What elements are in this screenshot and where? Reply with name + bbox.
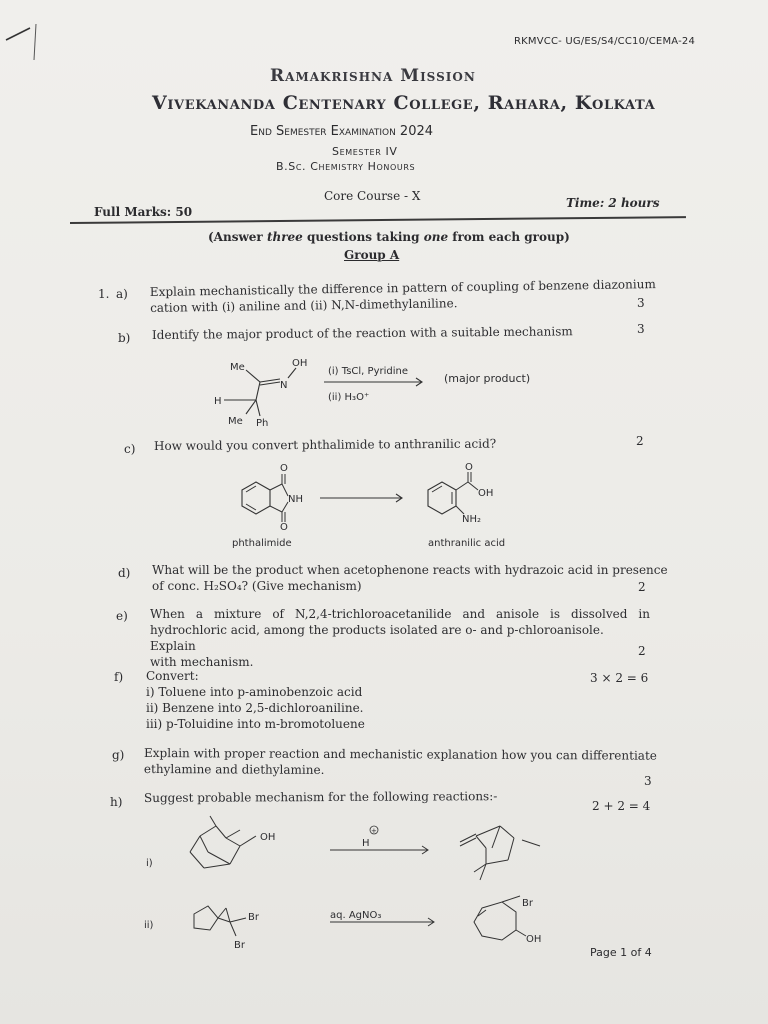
- pen-mark-icon: [0, 10, 60, 70]
- part-h-marks: 2 + 2 = 4: [592, 799, 651, 813]
- part-f-text: Convert: i) Toluene into p-aminobenzoic acid ii) Benzene into 2,5-dichloroaniline. iii) p-Toluidine into m-bromotoluene: [146, 669, 365, 731]
- h-label: H: [214, 396, 222, 407]
- part-a-marks: 3: [637, 296, 645, 310]
- oh-label: OH: [292, 358, 308, 369]
- part-h-text: Suggest probable mechanism for the following reactions:-: [143, 789, 498, 805]
- full-marks: Full Marks: 50: [94, 205, 193, 219]
- br-label: Br: [522, 898, 533, 909]
- part-g-text: Explain with proper reaction and mechanistic explanation how you can differentiate ethylamine and diethylamine.: [143, 746, 657, 777]
- part-label: g): [112, 748, 125, 762]
- part-label: e): [116, 609, 128, 623]
- br-label: Br: [248, 912, 259, 923]
- plus-sign: +: [371, 827, 377, 835]
- scheme-c-diagram: [222, 462, 542, 552]
- paper-code: RKMVCC- UG/ES/S4/CC10/CEMA-24: [514, 36, 696, 47]
- reagent-1: (i) TsCl, Pyridine: [328, 366, 408, 377]
- part-c-marks: 2: [636, 434, 644, 448]
- part-label: f): [114, 670, 124, 684]
- institution-name: Ramakrishna Mission: [270, 66, 476, 86]
- part-a-text: Explain mechanistically the difference in pattern of coupling of benzene diazonium cation with (i) aniline and (ii) N,N-dimethylaniline.: [149, 277, 656, 315]
- part-ii-label: ii): [144, 920, 154, 931]
- part-b-text: Identify the major product of the reaction with a suitable mechanism: [151, 324, 573, 342]
- ph-label: Ph: [256, 418, 269, 429]
- phthalimide-label: phthalimide: [232, 538, 292, 549]
- nh2-label: NH₂: [462, 514, 482, 525]
- oh-label: OH: [260, 832, 276, 843]
- br-label: Br: [234, 940, 245, 951]
- group-title: Group A: [344, 248, 400, 262]
- part-f-marks: 3 × 2 = 6: [590, 671, 649, 685]
- o-label: O: [280, 463, 288, 474]
- o-label: O: [280, 522, 288, 533]
- me2-label: Me: [228, 416, 243, 427]
- oh-label: OH: [478, 488, 494, 499]
- me-label: Me: [230, 362, 245, 373]
- course-name: Core Course - X: [324, 189, 421, 203]
- part-label: c): [124, 442, 136, 456]
- reagent-agno3: aq. AgNO₃: [330, 910, 382, 921]
- part-b-marks: 3: [637, 322, 645, 336]
- nh-label: NH: [288, 494, 303, 505]
- scheme-h-diagram: [130, 812, 570, 962]
- part-label: a): [116, 287, 128, 301]
- part-c-text: How would you convert phthalimide to anthranilic acid?: [153, 436, 497, 453]
- question-number: 1.: [98, 287, 110, 301]
- exam-time: Time: 2 hours: [566, 196, 660, 210]
- reagent-2: (ii) H₃O⁺: [328, 392, 370, 403]
- anthranilic-acid-label: anthranilic acid: [428, 538, 506, 549]
- oh-label: OH: [526, 934, 542, 945]
- n-label: N: [280, 380, 288, 391]
- instructions: (Answer three questions taking one from each group): [208, 230, 570, 244]
- part-label: h): [110, 795, 123, 809]
- reagent-h-plus: H: [362, 838, 370, 849]
- scheme-b-diagram: [200, 354, 560, 434]
- institution-address: Vivekananda Centenary College, Rahara, Kolkata: [152, 92, 656, 114]
- part-e-text: When a mixture of N,2,4-trichloroacetanilide and anisole is dissolved in hydrochloric acid, among the products isolated are o- and p-chloroanisole. Explain with mechanism.: [150, 607, 650, 669]
- exam-title: End Semester Examination 2024: [250, 124, 434, 139]
- part-d-marks: 2: [638, 580, 646, 594]
- page-number: Page 1 of 4: [590, 946, 652, 959]
- o-label: O: [465, 462, 473, 473]
- semester: Semester IV: [332, 145, 398, 158]
- part-g-marks: 3: [644, 774, 652, 788]
- part-e-marks: 2: [638, 644, 646, 658]
- part-d-text: What will be the product when acetophenone reacts with hydrazoic acid in presence of conc. H₂SO₄? (Give mechanism): [152, 563, 668, 593]
- programme: B.Sc. Chemistry Honours: [276, 160, 416, 173]
- part-label: b): [118, 331, 131, 345]
- major-product-label: (major product): [444, 372, 531, 385]
- part-label: d): [118, 566, 131, 580]
- part-i-label: i): [146, 858, 153, 869]
